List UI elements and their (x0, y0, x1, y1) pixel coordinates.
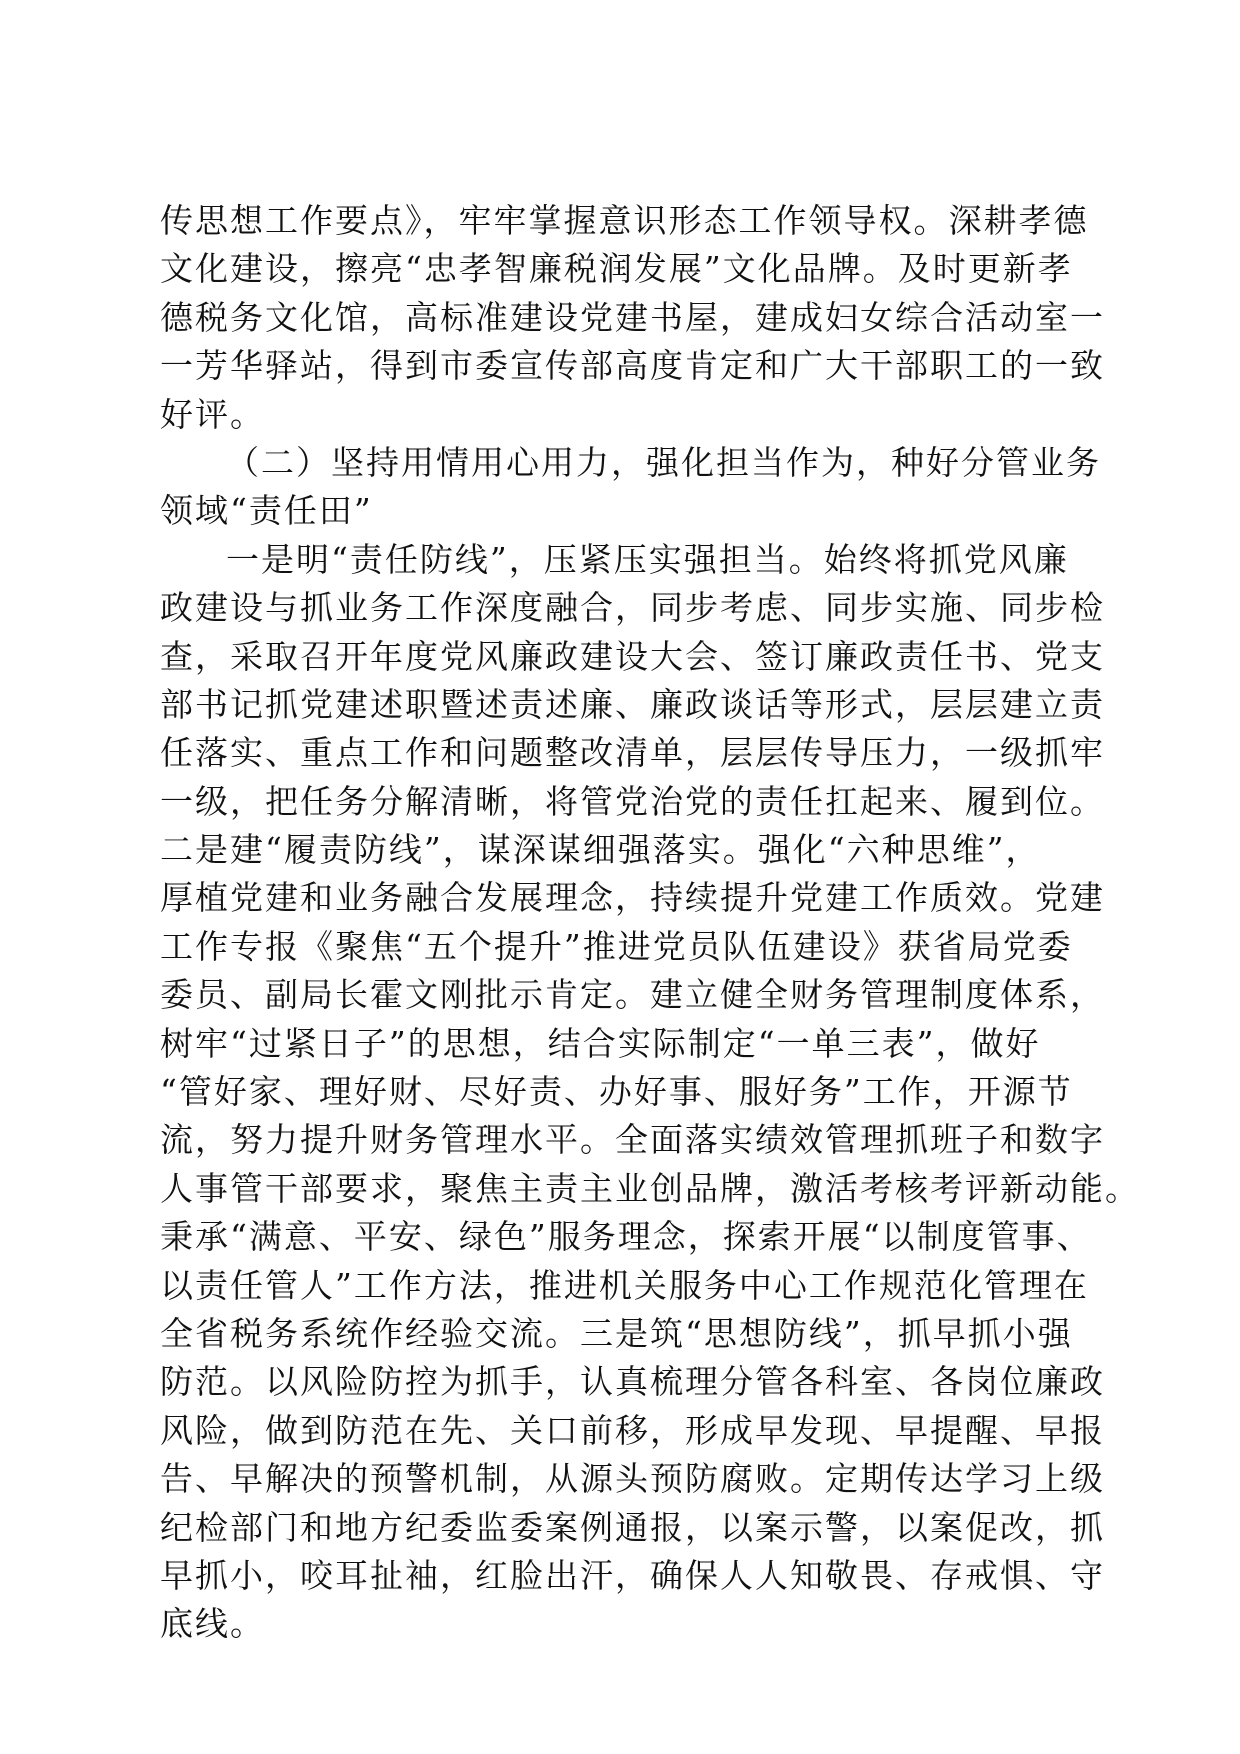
text-line: 传思想工作要点》，牢牢掌握意识形态工作领导权。深耕孝德 (160, 201, 1089, 240)
text-line: 部书记抓党建述职暨述责述廉、廉政谈话等形式，层层建立责 (160, 684, 1105, 724)
text-line: 查，采取召开年度党风廉政建设大会、签订廉政责任书、党支 (160, 636, 1105, 676)
text-line: 厚植党建和业务融合发展理念，持续提升党建工作质效。党建 (160, 878, 1105, 918)
text-line: 秉承“满意、平安、绿色”服务理念，探索开展“以制度管事、 (160, 1217, 1092, 1257)
section-heading-line: （二）坚持用情用心用力，强化担当作为，种好分管业务 (226, 442, 1101, 482)
text-line: 以责任管人”工作方法，推进机关服务中心工作规范化管理在 (160, 1265, 1089, 1305)
text-line: 告、早解决的预警机制，从源头预防腐败。定期传达学习上级 (160, 1459, 1105, 1499)
text-line: 树牢“过紧日子”的思想，结合实际制定“一单三表”，做好 (160, 1023, 1041, 1063)
text-line: 全省税务系统作经验交流。三是筑“思想防线”，抓早抓小强 (160, 1313, 1073, 1353)
text-line: 一是明“责任防线”，压紧压实强担当。始终将抓党风廉 (226, 539, 1069, 579)
text-line: 委员、副局长霍文刚批示肯定。建立健全财务管理制度体系， (160, 975, 1105, 1015)
text-line: 底线。 (160, 1604, 265, 1644)
text-line: 德税务文化馆，高标准建设党建书屋，建成妇女综合活动室一 (160, 297, 1105, 337)
text-line: 一级，把任务分解清晰，将管党治党的责任扛起来、履到位。 (160, 781, 1105, 821)
text-line: 纪检部门和地方纪委监委案例通报，以案示警，以案促改，抓 (160, 1507, 1105, 1547)
text-line: 早抓小，咬耳扯袖，红脸出汗，确保人人知敬畏、存戒惧、守 (160, 1555, 1105, 1595)
text-line: 防范。以风险防控为抓手，认真梳理分管各科室、各岗位廉政 (160, 1362, 1105, 1402)
text-line: 文化建设，擦亮“忠孝智廉税润发展”文化品牌。及时更新孝 (160, 249, 1073, 289)
text-line: 人事管干部要求，聚焦主责主业创品牌，激活考核考评新动能。 (160, 1168, 1140, 1208)
text-line: “管好家、理好财、尽好责、办好事、服好务”工作，开源节 (160, 1072, 1073, 1112)
text-line: 二是建“履责防线”，谋深谋细强落实。强化“六种思维”， (160, 830, 1041, 870)
body-text (160, 197, 1140, 1649)
section-heading-line: 领域“责任田” (160, 491, 373, 531)
text-line: 一芳华驿站，得到市委宣传部高度肯定和广大干部职工的一致 (160, 346, 1105, 386)
text-line: 流，努力提升财务管理水平。全面落实绩效管理抓班子和数字 (160, 1120, 1105, 1160)
text-line: 工作专报《聚焦“五个提升”推进党员队伍建设》获省局党委 (160, 926, 1073, 966)
text-line: 风险，做到防范在先、关口前移，形成早发现、早提醒、早报 (160, 1410, 1105, 1450)
text-line: 任落实、重点工作和问题整改清单，层层传导压力，一级抓牢 (160, 733, 1105, 773)
text-line: 好评。 (160, 394, 265, 434)
text-line: 政建设与抓业务工作深度融合，同步考虑、同步实施、同步检 (160, 588, 1105, 628)
